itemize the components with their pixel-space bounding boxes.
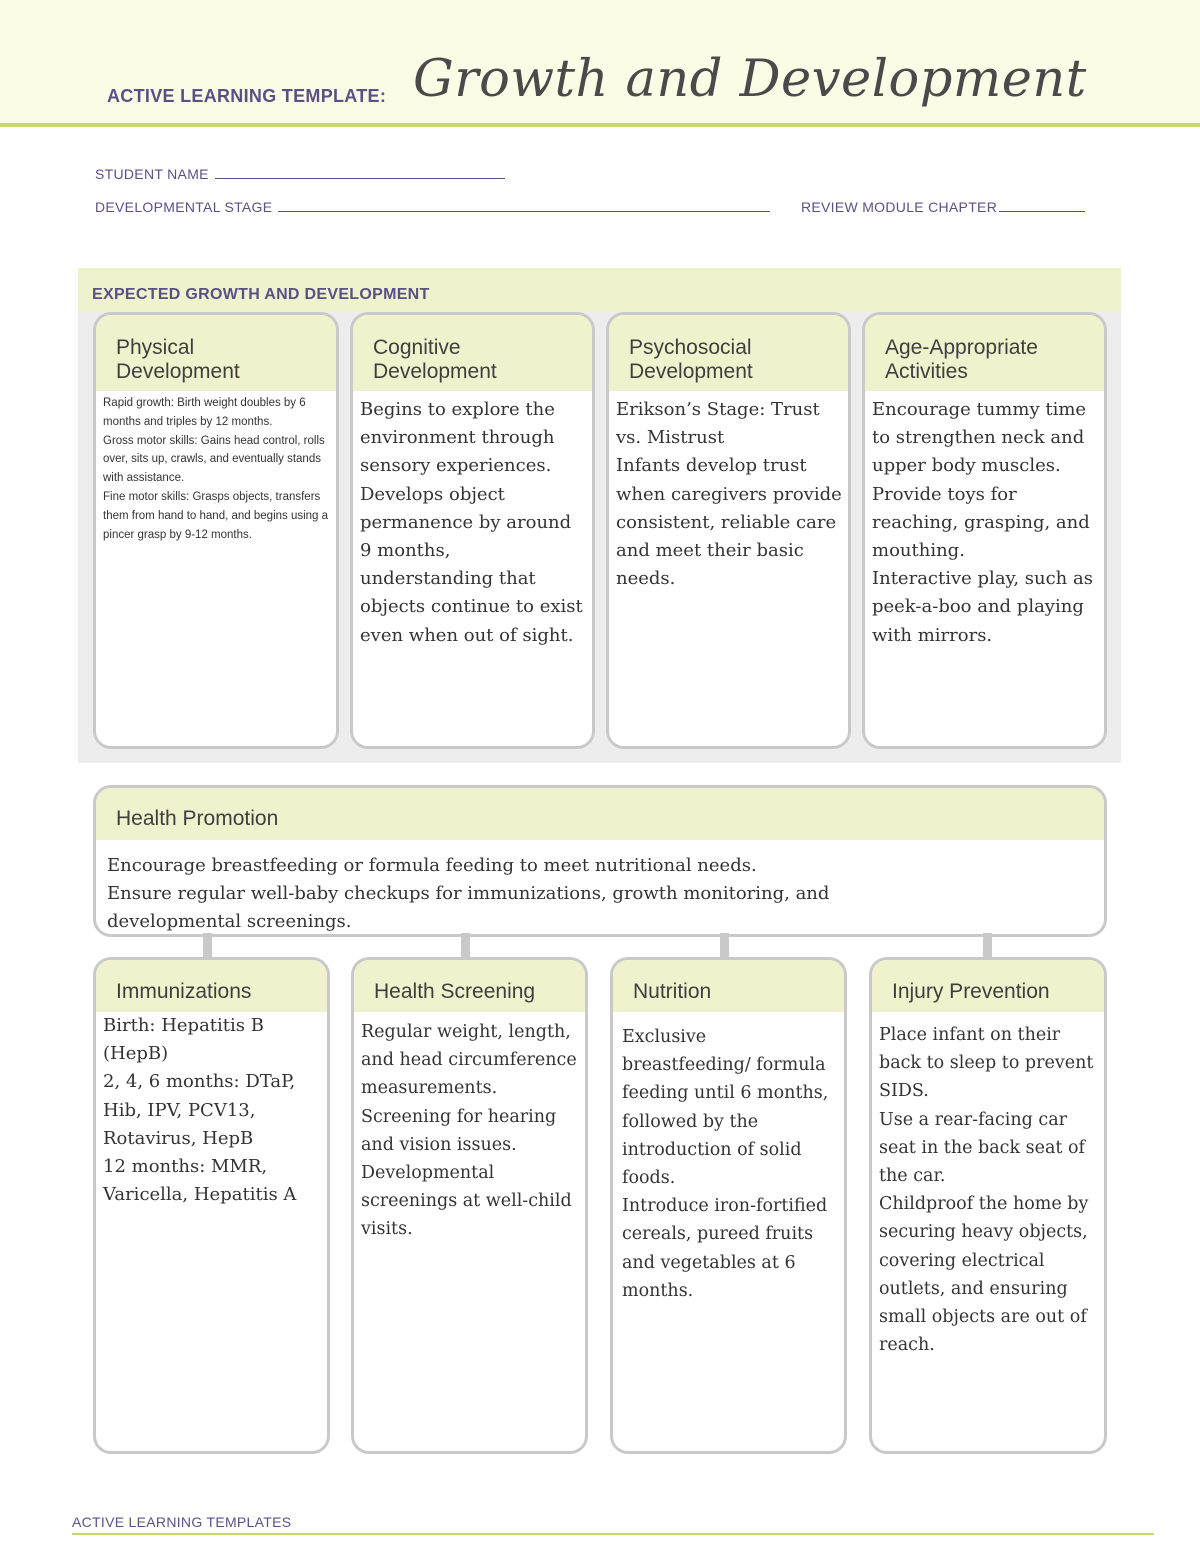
footer-divider <box>72 1533 1154 1535</box>
developmental-stage-label: DEVELOPMENTAL STAGE <box>95 199 273 215</box>
psychosocial-development-header <box>609 315 848 391</box>
age-appropriate-activities-header <box>865 315 1104 391</box>
age-appropriate-activities-text: Encourage tummy time to strengthen neck and upper body muscles. Provide toys for reaching, grasping, and mouthing. Interactive play, such as peek-a-boo and playing with mirrors. <box>872 399 1093 646</box>
physical-development-title: Physical Development <box>116 336 240 383</box>
header-divider <box>0 123 1200 127</box>
connector-nutrition <box>720 933 729 957</box>
immunizations-header <box>96 960 327 1012</box>
expected-section-header <box>78 268 1121 312</box>
health-screening-title: Health Screening <box>374 980 536 1003</box>
nutrition-title: Nutrition <box>633 980 712 1003</box>
health-promotion-title: Health Promotion <box>116 807 279 830</box>
developmental-stage-field[interactable] <box>95 199 770 215</box>
page-title: Growth and Development <box>413 50 1087 109</box>
student-name-field[interactable] <box>95 166 505 182</box>
cognitive-development-text: Begins to explore the environment through sensory experiences. Develops object permanence by around 9 months, understanding that objects continue to exist even when out of sight. <box>360 399 583 646</box>
review-module-chapter-label: REVIEW MODULE CHAPTER <box>801 199 998 215</box>
developmental-stage-line[interactable] <box>278 199 770 212</box>
injury-prevention-box <box>869 957 1107 1454</box>
physical-development-header <box>96 315 336 391</box>
student-name-line[interactable] <box>215 166 505 179</box>
connector-immunizations <box>203 933 212 957</box>
immunizations-text: Birth: Hepatitis B (HepB) 2, 4, 6 months: DTaP, Hib, IPV, PCV13, Rotavirus, HepB 12 months: MMR, Varicella, Hepatitis A <box>103 1015 297 1206</box>
injury-prevention-text: Place infant on their back to sleep to prevent SIDS. Use a rear-facing car seat in the back seat of the car. Childproof the home by securing heavy objects, covering electrical outlets, and ensuring small objects are out of reach. <box>879 1025 1094 1356</box>
physical-development-box <box>93 312 339 749</box>
connector-health-screening <box>461 933 470 957</box>
health-promotion-text: Encourage breastfeeding or formula feeding to meet nutritional needs. Ensure regular well-baby checkups for immunizations, growth monitoring, and developmental screenings. <box>107 855 830 933</box>
injury-prevention-header <box>872 960 1104 1012</box>
immunizations-box <box>93 957 330 1454</box>
health-screening-header <box>354 960 585 1012</box>
health-screening-text: Regular weight, length, and head circumference measurements. Screening for hearing and vision issues. Developmental screenings at well-child visits. <box>361 1022 577 1240</box>
review-module-chapter-field[interactable] <box>801 199 1085 215</box>
cognitive-development-header <box>353 315 592 391</box>
connector-injury-prevention <box>983 933 992 957</box>
student-name-label: STUDENT NAME <box>95 166 209 182</box>
health-promotion-header <box>96 788 1104 840</box>
template-label: ACTIVE LEARNING TEMPLATE: <box>107 86 387 106</box>
nutrition-header <box>613 960 844 1012</box>
expected-section-title: EXPECTED GROWTH AND DEVELOPMENT <box>92 286 430 303</box>
footer-label: ACTIVE LEARNING TEMPLATES <box>72 1514 292 1530</box>
immunizations-title: Immunizations <box>116 980 252 1003</box>
psychosocial-development-text: Erikson’s Stage: Trust vs. Mistrust Infants develop trust when caregivers provide consistent, reliable care and meet their basic needs. <box>616 399 842 590</box>
age-appropriate-activities-box <box>862 312 1107 749</box>
age-appropriate-activities-title: Age-Appropriate Activities <box>885 336 1038 383</box>
injury-prevention-title: Injury Prevention <box>892 980 1050 1003</box>
health-screening-box <box>351 957 588 1454</box>
cognitive-development-title: Cognitive Development <box>373 336 497 383</box>
psychosocial-development-title: Psychosocial Development <box>629 336 753 383</box>
health-promotion-box <box>93 785 1107 937</box>
nutrition-box <box>610 957 847 1454</box>
cognitive-development-box <box>350 312 595 749</box>
psychosocial-development-box <box>606 312 851 749</box>
review-module-chapter-line[interactable] <box>999 199 1085 212</box>
nutrition-text: Exclusive breastfeeding/ formula feeding until 6 months, followed by the introduction of solid foods. Introduce iron-fortified cereals, pureed fruits and vegetables at 6 months. <box>622 1027 829 1301</box>
physical-development-text: Rapid growth: Birth weight doubles by 6 months and triples by 12 months. Gross motor skills: Gains head control, rolls over, sits up, crawls, and eventually stands with assistance. Fine motor skills: Grasps objects, transfers them from hand to hand, and begins using a pincer grasp by 9-12 months. <box>103 397 329 541</box>
